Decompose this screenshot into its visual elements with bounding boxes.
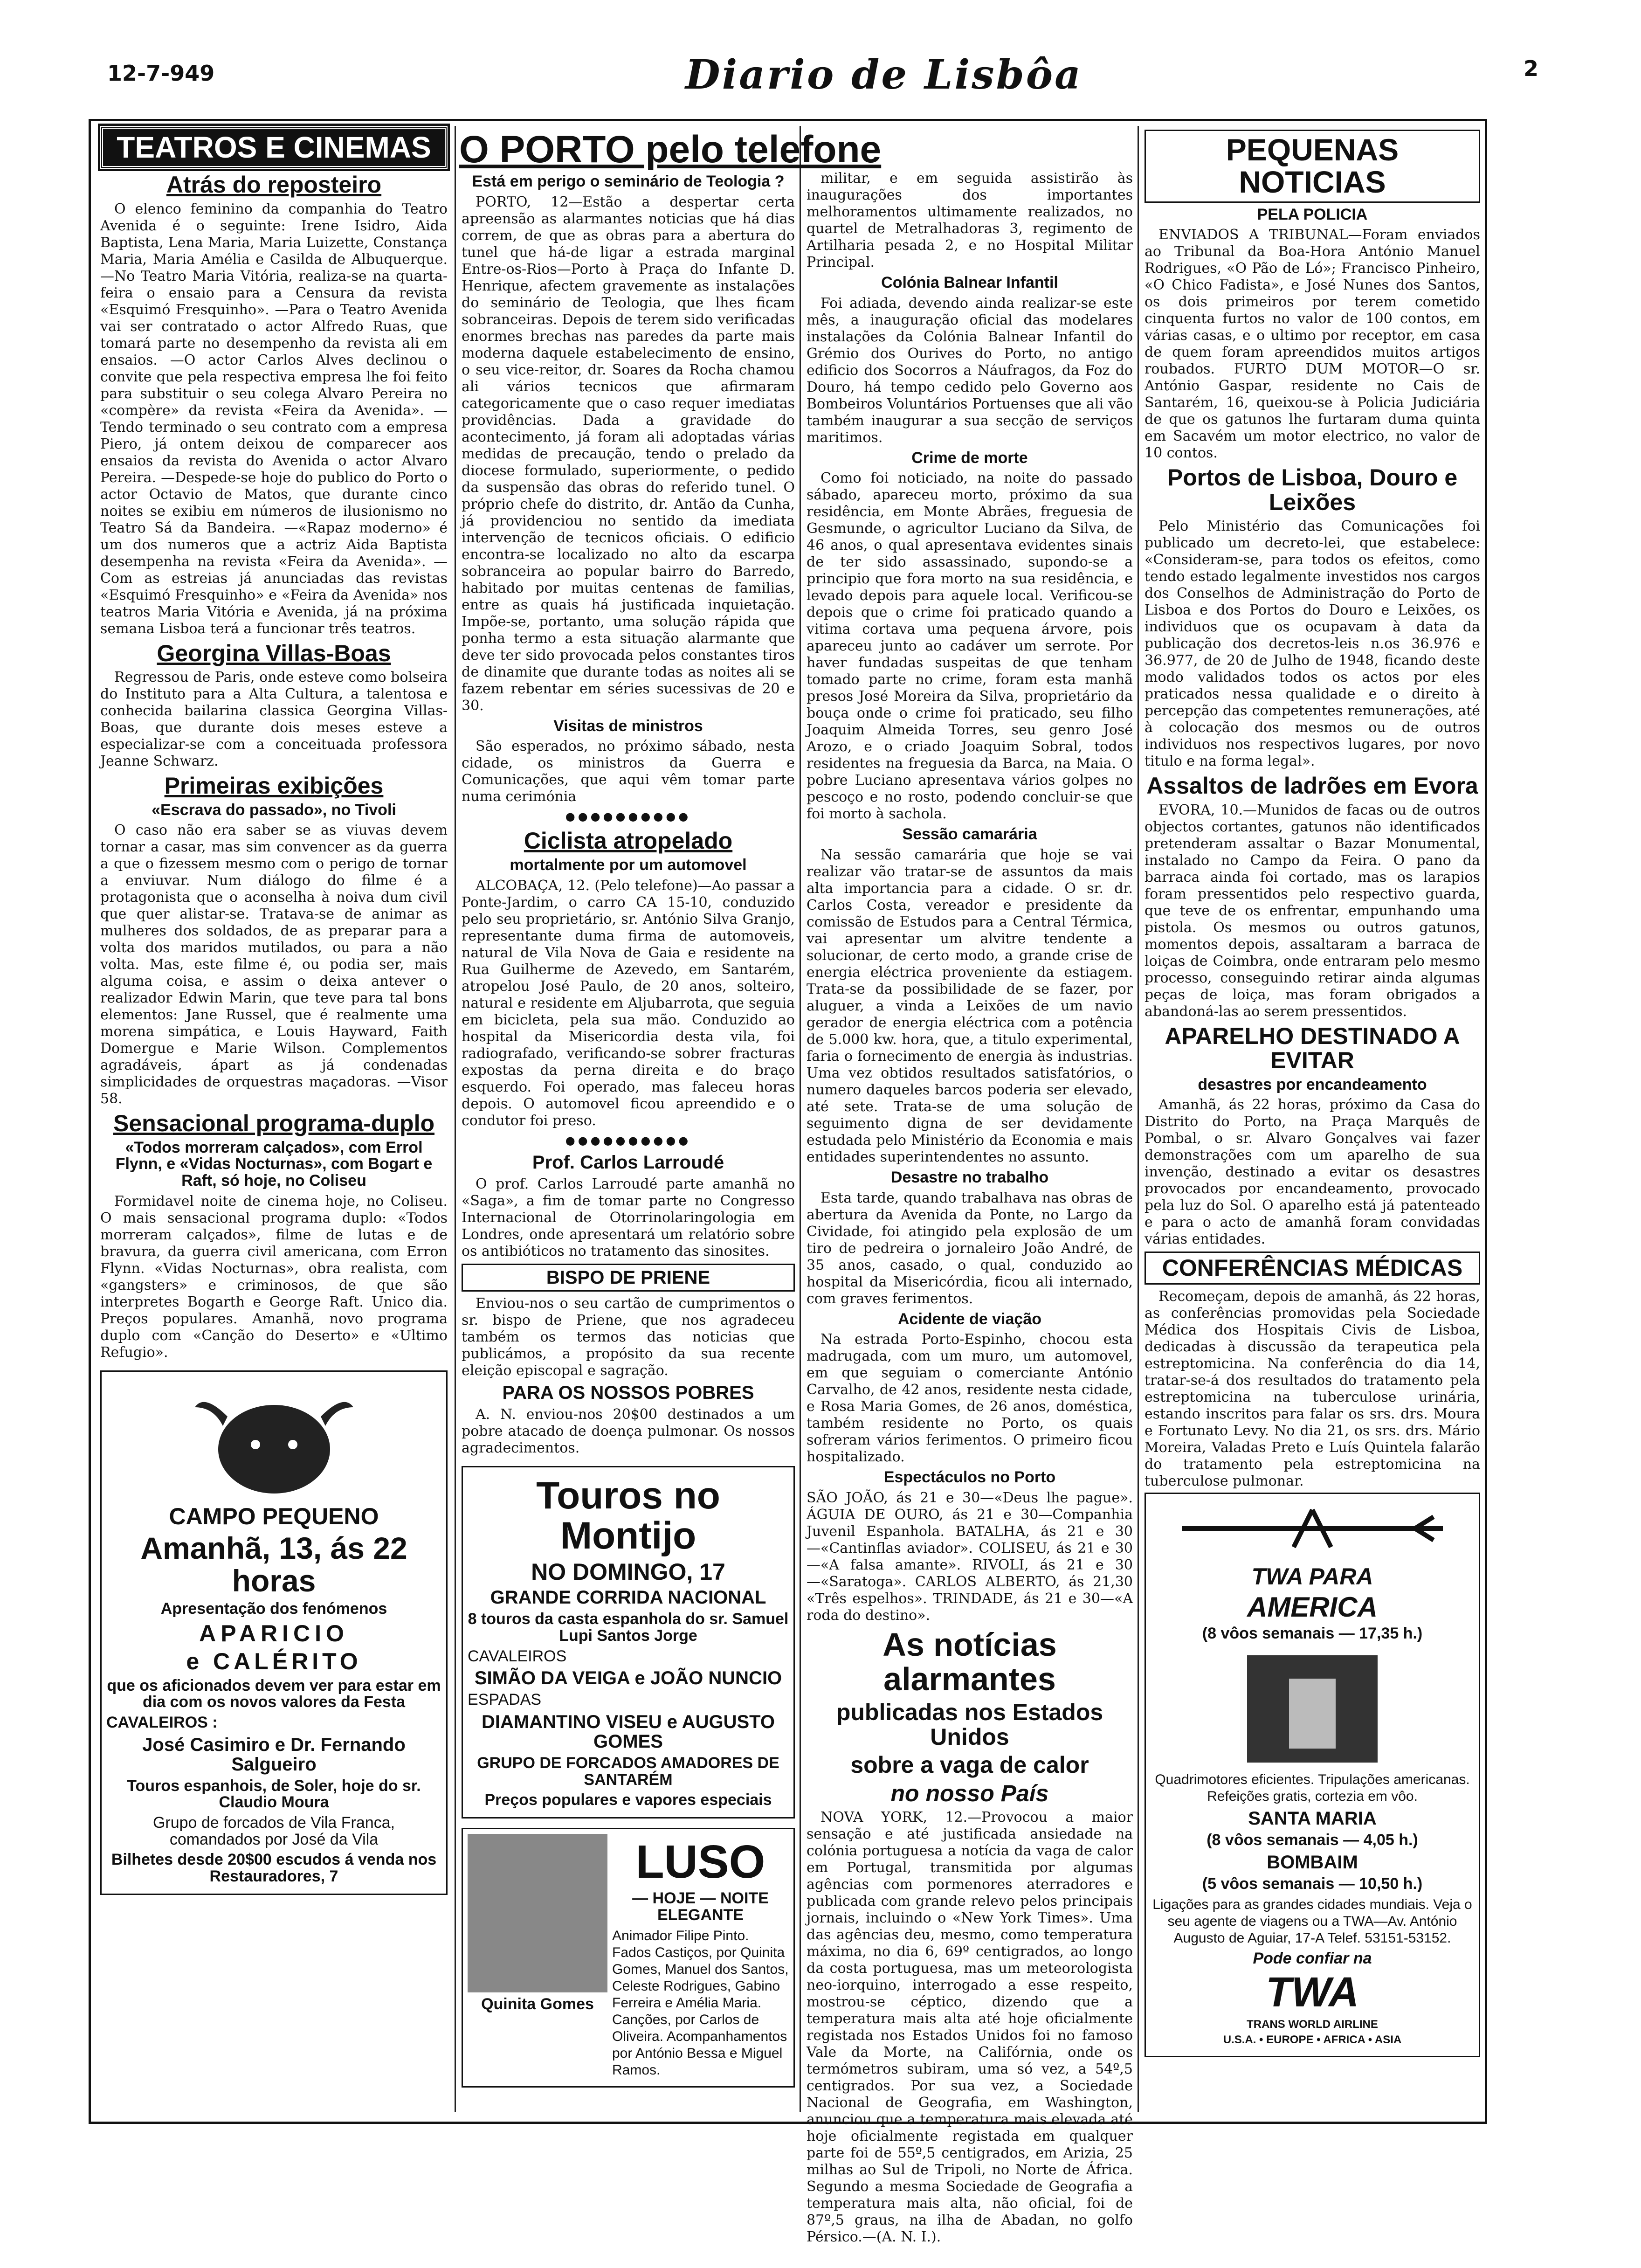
advert-logo: CAMPO PEQUENO (169, 1503, 379, 1529)
article-title: Desastre no trabalho (890, 1169, 1049, 1187)
column-rule (1138, 126, 1139, 2112)
photo-caption: Quinita Gomes (481, 1995, 594, 2013)
column-2 (459, 126, 882, 2109)
twa-routes: U.S.A. • EUROPE • AFRICA • ASIA (1223, 2033, 1402, 2046)
advert-title: AMERICA (1247, 1591, 1378, 1623)
article-title: Visitas de ministros (553, 717, 703, 735)
article-title: Ciclista atropelado (524, 828, 733, 854)
advert-date: Amanhã, 13, ás 22 horas (140, 1531, 407, 1598)
article-subtitle: mortalmente por um automovel (510, 856, 747, 874)
advert-slogan: Pode confiar na (1253, 1949, 1372, 1967)
article-body: PORTO, 12—Estão a despertar certa apreensão as alarmantes noticias que há dias correm, de que as obras para a abertura do tunel que há-de ligar a estrada marginal Entre-os-Rios—Porto à Praça do Infante D. Henrique, afectem gravemente as instalações do seminário de Teologia, que lhes ficam sobranceiras. Depois de terem sido verificadas enormes brechas nas paredes da parte mais moderna daquele estabelecimento de ensino, o seu vice-reitor, dr. Soares da Rocha chamou ali vários tecnicos que afirmaram categoricamente que o caso requer imediatas providências. Dada a gravidade do acontecimento, já foram ali adoptadas várias medidas de precaução, tendo o prelado da diocese formulado, superiormente, o pedido da suspensão das obras do referido tunel. O próprio chefe do distrito, dr. Antão da Cunha, já providenciou no sentido da imediata intervenção de tecnicos oficiais. O edificio encontra-se localizado no alto da escarpa sobranceira ao popular bairro do Barredo, habitado por muitas centenas de familias, entre as quais há justificada inquietação. Impõe-se, portanto, uma solução rápida que ponha termo a esta situação alarmante que deve ter sido provocada pelos constantes tiros de dinamite que durante todas as noites ali se fazem rebentar em séries sucessivas de 20 e 30. (462, 194, 795, 714)
article-subtitle: sobre a vaga de calor (850, 1752, 1089, 1778)
airplane-icon (1172, 1500, 1452, 1556)
section-title-news: PEQUENAS NOTICIAS (1145, 130, 1480, 203)
advert-line: Apresentação dos fenómenos (160, 1599, 387, 1618)
twa-logo-sub: TRANS WORLD AIRLINE (1247, 2018, 1378, 2031)
article-title: Assaltos de ladrões em Evora (1146, 773, 1478, 799)
advert-body: Quadrimotores eficientes. Tripulações americanas. Refeições gratis, cortezia em vôo. (1155, 1772, 1470, 1805)
article-title: Está em perigo o seminário de Teologia ? (472, 173, 785, 191)
advert-frequency: (8 vôos semanais — 17,35 h.) (1202, 1625, 1423, 1643)
singer-photo (468, 1834, 607, 1992)
article-body: Regressou de Paris, onde esteve como bolseira do Instituto para a Alta Cultura, a talentosa e conhecida bailarina classica Georgina Villas-Boas, que durante dois meses esteve a especializar-se com a conceituada professora Jeanne Schwarz. (100, 669, 448, 769)
headline-porto: O PORTO pelo telefone (459, 128, 882, 171)
advert-destination: BOMBAIM (1267, 1852, 1358, 1873)
article-title: APARELHO DESTINADO A EVITAR (1165, 1023, 1460, 1074)
article-body: A. N. enviou-nos 20$00 destinados a um pobre atacado de doença pulmonar. Os nossos agradecimentos. (462, 1406, 795, 1456)
advert-cavaleiros: José Casimiro e Dr. Fernando Salgueiro (142, 1734, 406, 1775)
separator: ●●●●●●●●●● (565, 1134, 691, 1147)
article-title: Primeiras exibições (164, 773, 384, 799)
article-body: Na sessão camarária que hoje se vai realizar vão tratar-se de assuntos da mais alta importancia para a cidade. O sr. dr. Carlos Costa, vereador e presidente da comissão de Estudos para a Central Térmica, vai apresentar um alvitre tendente a solucionar, de certo modo, a grande crise de energia eléctrica proveniente da estiagem. Trata-se da possibilidade de se fazer, por aluguer, a vinda a Leixões de um navio gerador de energia eléctrica com a potência de 5.000 kw. hora, que, a titulo experimental, faria o fornecimento de energia às industrias. Uma vez obtidos resultados satisfatórios, o numero daqueles barcos poderia ser elevado, até sete. Trata-se de uma solução de seguimento digna de ser devidamente estudada pelo Ministério da Economia e mais entidades superintendentes no assunto. (807, 847, 1133, 1166)
advert-label: CAVALEIROS : (106, 1713, 218, 1731)
advert-line: 8 touros da casta espanhola do sr. Samuel Lupi Santos Jorge (468, 1610, 789, 1645)
column-4 (1145, 126, 1480, 2109)
advert-tickets: Bilhetes desde 20$00 escudos á venda nos Restauradores, 7 (111, 1851, 437, 1886)
advert-cavaleiros: SIMÃO DA VEIGA e JOÃO NUNCIO (474, 1668, 782, 1689)
article-body: O elenco feminino da companhia do Teatro Avenida é o seguinte: Irene Isidro, Aida Baptista, Lena Maria, Maria Luizette, Constança Maria, Maria Amélia e Casilda de Albuquerque. —No Teatro Maria Vitória, realiza-se na quarta-feira o ensaio para a Censura da revista «Esquimó Fresquinho». —Para o Teatro Avenida vai ser contratado o actor Alfredo Ruas, que tomará parte no desempenho da revista ali em ensaios. —O actor Carlos Alves declinou o convite que pela respectiva empresa lhe foi feito para substituir o seu colega Alvaro Pereira no «compère» da revista «Feira da Avenida». —Tendo terminado o seu contrato com a empresa Piero, já ontem deixou de comparecer aos ensaios da revista do Avenida o actor Alvaro Pereira. —Despede-se hoje do publico do Porto o actor Octavio de Matos, que durante cinco noites se exibiu em números de ilusionismo no Teatro Sá da Bandeira. —«Rapaz moderno» é um dos numeros que a actriz Aida Baptista desempenha na revista «Feira da Avenida». —Com as estreias já anunciadas das revistas «Esquimó Fresquinho» e «Feira da Avenida» nos teatros Maria Vitória e Avenida, já na próxima semana Lisboa terá a funcionar três teatros. (100, 201, 448, 637)
article-subtitle: «Escrava do passado», no Tivoli (152, 801, 396, 819)
advert-line: Touros espanhois, de Soler, hoje do sr. Claudio Moura (127, 1777, 421, 1812)
article-body: Enviou-nos o seu cartão de cumprimentos o sr. bispo de Priene, que nos agradeceu também os termos das noticias que publicámos, a propósito da sua recente eleição episcopal e sagração. (462, 1295, 795, 1379)
column-1 (100, 126, 448, 2109)
article-title: BISPO DE PRIENE (462, 1264, 795, 1292)
advert-title: TWA PARA (1251, 1563, 1373, 1590)
article-title: Prof. Carlos Larroudé (532, 1152, 724, 1173)
article-body: Foi adiada, devendo ainda realizar-se este mês, a inauguração oficial das modelares instalações da Colónia Balnear Infantil do Grémio dos Ourives do Porto, no antigo edificio dos Socorros a Náufragos, da Foz do Douro, há tempo cedido pelo Governo aos Bombeiros Voluntários Portuenses que ali vão também inaugurar a sua secção de serviços maritimos. (807, 295, 1133, 446)
article-title: Crime de morte (911, 449, 1028, 467)
advert-line: Grupo de forcados de Vila Franca, comandados por José da Vila (152, 1813, 395, 1848)
advert-body: Ligações para as grandes cidades mundiais. Veja o seu agente de viagens ou a TWA—Av. António Augusto de Aguiar, 17-A Telef. 53151-53152. (1152, 1896, 1472, 1946)
article-body: Amanhã, ás 22 horas, próximo da Casa do Distrito do Porto, na Praça Marquês de Pombal, o sr. Alvaro Gonçalves vai fazer demonstrações com um aparelho de sua invenção, destinado a evitar os desastres provocados por encandeamento, provocado pela luz do Sol. O aparelho está já patenteado e para o acto de amanhã foram convidadas várias entidades. (1145, 1097, 1480, 1248)
section-banner-theatres: TEATROS E CINEMAS (100, 126, 448, 169)
article-body: NOVA YORK, 12.—Provocou a maior sensação e até justificada ansiedade na colónia portuguesa a notícia da vaga de calor em Portugal, transmitida por algumas agências com pormenores aterradores e publicada com grande relevo pelos principais jornais, incluindo o «New York Times». Uma das agências deu, mesmo, como temperatura máxima, no dia 6, 69º centigrados, ao longo da costa portuguesa, mas um meteorologista neo-iorquino, interrogado a esse respeito, mostrou-se céptico, dizendo que a temperatura mais alta até hoje oficialmente registada nos Estados Unidos foi no famoso Vale da Morte, na Califórnia, onde os termómetros subiram, uma só vez, a 54º,5 centigrados. Por sua vez, a Sociedade Nacional de Geografia, em Washington, anunciou que a temperatura mais elevada até hoje oficialmente registada em qualquer parte foi de 55º,5 centigrados, em Arizia, 25 milhas ao Sul de Tripoli, no Norte de África. Segundo a mesma Sociedade de Geografia a temperatura mais alta, não oficial, foi de 87º,5 graus, na ilha de Abadan, no golfo Pérsico.—(A. N. I.). (807, 1809, 1133, 2246)
masthead (103, 47, 1538, 98)
article-body: O caso não era saber se as viuvas devem tornar a casar, mas sim convencer as da guerra a que o fizessem mesmo com o perigo de tornar a enviuvar. Num diálogo do filme é a protagonista que o aconselha à noiva dum civil que quer alistar-se. Tratava-se de animar as mulheres dos soldados, de as preparar para a volta dos maridos mutilados, ou para a não volta. Mas, este filme é, ou podia ser, mais alguma coisa, e assim o deixa antever o realizador Edwin Marin, que teve para tal bons elementos: Jane Russel, que é realmente uma morena simpática, e Louis Hayward, Faith Domergue e Marie Wilson. Complementos agradáveis, ápart as já condenadas simplicidades de orquestras maçadoras. —Visor 58. (100, 822, 448, 1107)
column-rule (455, 126, 456, 2112)
advert-frequency: (8 vôos semanais — 4,05 h.) (1207, 1831, 1418, 1849)
article-body: O prof. Carlos Larroudé parte amanhã no «Saga», a fim de tomar parte no Congresso Internacional de Otorrinolaringologia em Londres, onde apresentará um relatório sobre os antibióticos no tratamento das sinosites. (462, 1175, 795, 1259)
article-title: Acidente de viação (897, 1310, 1041, 1328)
article-subtitle: «Todos morreram calçados», com Errol Flynn, e «Vidas Nocturnas», com Bogart e Raft, só hoje, no Coliseu (115, 1138, 433, 1190)
article-body: Formidavel noite de cinema hoje, no Coliseu. O mais sensacional programa duplo: «Todos morreram calçados», filme de lutas e de bravura, da guerra civil americana, com Erron Flynn. «Vidas Nocturnas», obra realista, com «gangsters» e criminosos, de que são interpretes Bogarth e George Raft. Unico dia. Preços populares. Amanhã, novo programa duplo com «Canção do Deserto» e «Ultimo Refugio». (100, 1193, 448, 1361)
article-body: SÃO JOÃO, ás 21 e 30—«Deus lhe pague». ÁGUIA DE OURO, ás 21 e 30—Companhia Juvenil Espanhola. BATALHA, ás 21 e 30—«Cantinflas aviador». COLISEU, ás 21 e 30—«A falsa amante». RIVOLI, ás 21 e 30—«Saratoga». CARLOS ALBERTO, ás 21,30 «Três espelhos». TRINDADE, ás 21 e 30—«A roda do destino». (807, 1490, 1133, 1624)
statue-illustration (1214, 1646, 1410, 1767)
article-body: Esta tarde, quando trabalhava nas obras de abertura da Avenida da Ponte, no Largo da Cividade, foi atingido pela explosão de um tiro de pedreira o jornaleiro João André, de 35 anos, casado, o qual, conduzido ao hospital da Misericórdia, ficou ali internado, com graves ferimentos. (807, 1189, 1133, 1307)
article-body: Pelo Ministério das Comunicações foi publicado um decreto-lei, que estabelece: «Consideram-se, para todos os efeitos, como tendo estado legalmente investidos nos cargos dos Conselhos de Administração do Porto de Lisboa e dos Portos do Douro e Leixões, os individuos que os ocupavam à data da publicação dos decretos-leis n.os 36.976 e 36.977, de 20 de Julho de 1948, ficando deste modo validados todos os actos por eles praticados nessa qualidade e o direito à percepção das competentes remunerações, até à colocação dos mesmos ou de outros individuos nos respectivos lugares, por novo titulo e na forma legal». (1145, 518, 1480, 770)
article-title: Sessão camarária (902, 825, 1037, 844)
page-number: 2 (1523, 56, 1538, 81)
article-title: As notícias alarmantes (883, 1626, 1057, 1697)
article-title: Sensacional programa-duplo (113, 1110, 434, 1137)
article-title: Portos de Lisboa, Douro e Leixões (1167, 464, 1458, 515)
advert-espadas: DIAMANTINO VISEU e AUGUSTO GOMES (482, 1712, 775, 1752)
luso-advert (462, 1828, 795, 2087)
article-body: EVORA, 10.—Munidos de facas ou de outros objectos cortantes, gatunos não identificados pretenderam assaltar o Bazar Monumental, instalado no Campo da Feira. O pano da barraca ainda foi cortado, mas os larapios foram pressentidos pelo respectivo guarda, que teve de os enfrentar, empunhando uma pistola. Os mesmos ou outros gatunos, momentos depois, assaltaram a barraca de loiças de Coimbra, onde entraram pelo mesmo processo, conseguindo retirar ainda algumas peças de loiça, mas foram obrigados a abandoná-las ao serem pressentidos. (1145, 802, 1480, 1020)
newspaper-title: Diario de Lisbôa (685, 51, 1083, 98)
advert-title: Touros no Montijo (536, 1474, 720, 1557)
advert-title: LUSO (635, 1836, 765, 1888)
advert-destination: SANTA MARIA (1248, 1808, 1377, 1829)
advert-line: que os aficionados devem ver para estar em dia com os novos valores da Festa (107, 1676, 441, 1711)
article-body: Como foi noticiado, na noite do passado sábado, apareceu morto, próximo da sua residência, em Monte Abrães, freguesia de Gesmunde, o agricultor Luciano da Silva, de 46 anos, o qual apresentava evidentes sinais de ter sido assassinado, supondo-se a principio que fora morto na sua residência, e levado depois para aquele local. Verificou-se depois que o crime foi praticado quando a vitima cortava uma pequena árvore, pois apareceu junto ao cadáver um serrote. Por haver fundadas suspeitas de que tenham tomado parte no crime, foram esta manhã presos José Moreira da Silva, proprietário da bouça onde o crime foi praticado, seu filho Joaquim Almeida Torres, seu genro José Arozo, e o criado Joaquim Sobral, todos residentes na freguesia da Barca, na Maia. O pobre Luciano apresentava vários golpes no pescoço e no rosto, podendo concluir-se que foi morto à sachola. (807, 470, 1133, 823)
bullfight-advert (100, 1370, 448, 1895)
article-title: Espectáculos no Porto (883, 1468, 1056, 1487)
advert-date: NO DOMINGO, 17 (531, 1558, 725, 1585)
advert-body: Animador Filipe Pinto. Fados Castiços, por Quinita Gomes, Manuel dos Santos, Celeste Rodrigues, Gabino Ferreira e Amélia Maria. Canções, por Carlos de Oliveira. Acompanhamentos por António Bessa e Miguel Ramos. (612, 1928, 789, 2078)
article-title: Atrás do reposteiro (166, 172, 382, 198)
article-title: PELA POLICIA (1257, 205, 1368, 223)
article-title: Colónia Balnear Infantil (881, 274, 1058, 291)
issue-date: 12-7-949 (107, 61, 215, 86)
column-3 (807, 126, 1133, 2246)
article-body: Recomeçam, depois de amanhã, ás 22 horas, as conferências promovidas pela Sociedade Médica dos Hospitais Civis de Lisboa, dedicadas à discussão da terapeutica pela estreptomicina. Na conferência do dia 14, tratar-se-á dos resultados do tratamento pela estreptomicina na tuberculose urinária, estando inscritos para falar os srs. drs. Moura e Fortunato Levy. No dia 21, os srs. drs. Mário Moreira, Valadas Preto e Luís Quintela falarão do tratamento pela estreptomicina na tuberculose pulmonar. (1145, 1288, 1480, 1489)
montijo-advert (462, 1466, 795, 1819)
advert-line: GRUPO DE FORCADOS AMADORES DE SANTARÉM (477, 1754, 779, 1789)
column-rule (800, 126, 801, 2112)
article-body: Na estrada Porto-Espinho, chocou esta madrugada, com um muro, um automovel, em que seguiam o comerciante António Carvalho, de 42 anos, residente nesta cidade, e Rosa Maria Gomes, de 26 anos, doméstica, também residente no Porto, os quais sofreram vários ferimentos. O primeiro ficou hospitalizado. (807, 1331, 1133, 1466)
advert-subtitle: — HOJE — NOITE ELEGANTE (632, 1889, 769, 1924)
advert-label: CAVALEIROS (468, 1647, 567, 1665)
advert-line: Preços populares e vapores especiais (484, 1791, 772, 1809)
bull-illustration (176, 1379, 372, 1500)
article-title: CONFERÊNCIAS MÉDICAS (1145, 1252, 1480, 1285)
separator: ●●●●●●●●●● (565, 810, 691, 823)
article-title: Georgina Villas-Boas (157, 640, 391, 666)
article-title: PARA OS NOSSOS POBRES (502, 1382, 754, 1403)
article-subtitle: desastres por encandeamento (1198, 1075, 1427, 1093)
advert-line: GRANDE CORRIDA NACIONAL (490, 1587, 766, 1608)
article-body: São esperados, no próximo sábado, nesta cidade, os ministros da Guerra e Comunicações, que aqui vêm tomar parte numa cerimónia (462, 738, 795, 805)
article-subtitle: publicadas nos Estados Unidos (836, 1699, 1103, 1750)
article-body: ENVIADOS A TRIBUNAL—Foram enviados ao Tribunal da Boa-Hora António Manuel Rodrigues, «O Pão de Ló»; Francisco Pinheiro, «O Chico Fadista», e José Nunes dos Santos, os dois primeiros por terem cometido cinquenta furtos no valor de 100 contos, em várias casas, e o ultimo por receptor, em casa de quem foram apreendidos muitos artigos roubados. FURTO DUM MOTOR—O sr. António Gaspar, residente no Cais de Santarém, 16, queixou-se à Policia Judiciária de que os gatunos lhe furtaram duma quinta em Sacavém um motor electrico, no valor de 10 contos. (1145, 227, 1480, 462)
advert-label: ESPADAS (468, 1691, 542, 1709)
twa-advert (1145, 1493, 1480, 2057)
advert-performer: e CALÉRITO (186, 1648, 362, 1675)
advert-frequency: (5 vôos semanais — 10,50 h.) (1202, 1874, 1423, 1893)
article-subtitle: no nosso País (890, 1780, 1049, 1806)
article-body: militar, e em seguida assistirão às inaugurações dos importantes melhoramentos ultimamente realizados, no quartel de Metralhadoras 3, regimento de Artilharia pesada 2, e no Hospital Militar Principal. (807, 170, 1133, 270)
twa-logo: TWA (1266, 1969, 1359, 2016)
advert-performer: APARICIO (199, 1620, 349, 1646)
article-body: ALCOBAÇA, 12. (Pelo telefone)—Ao passar a Ponte-Jardim, o carro CA 15-10, conduzido pelo seu proprietário, sr. António Silva Granjo, representante duma firma de automoveis, natural de Vila Nova de Gaia e residente na Rua Guilherme de Azevedo, em Santarém, atropelou José Paulo, de 20 anos, solteiro, natural e residente em Aljubarrota, que seguia em bicicleta, pela sua mão. Conduzido ao hospital da Misericordia desta vila, foi radiografado, verificando-se sobrer fracturas expostas da perna direita e do braço esquerdo. Foi operado, mas faleceu horas depois. O automovel ficou apreendido e o condutor foi preso. (462, 877, 795, 1129)
